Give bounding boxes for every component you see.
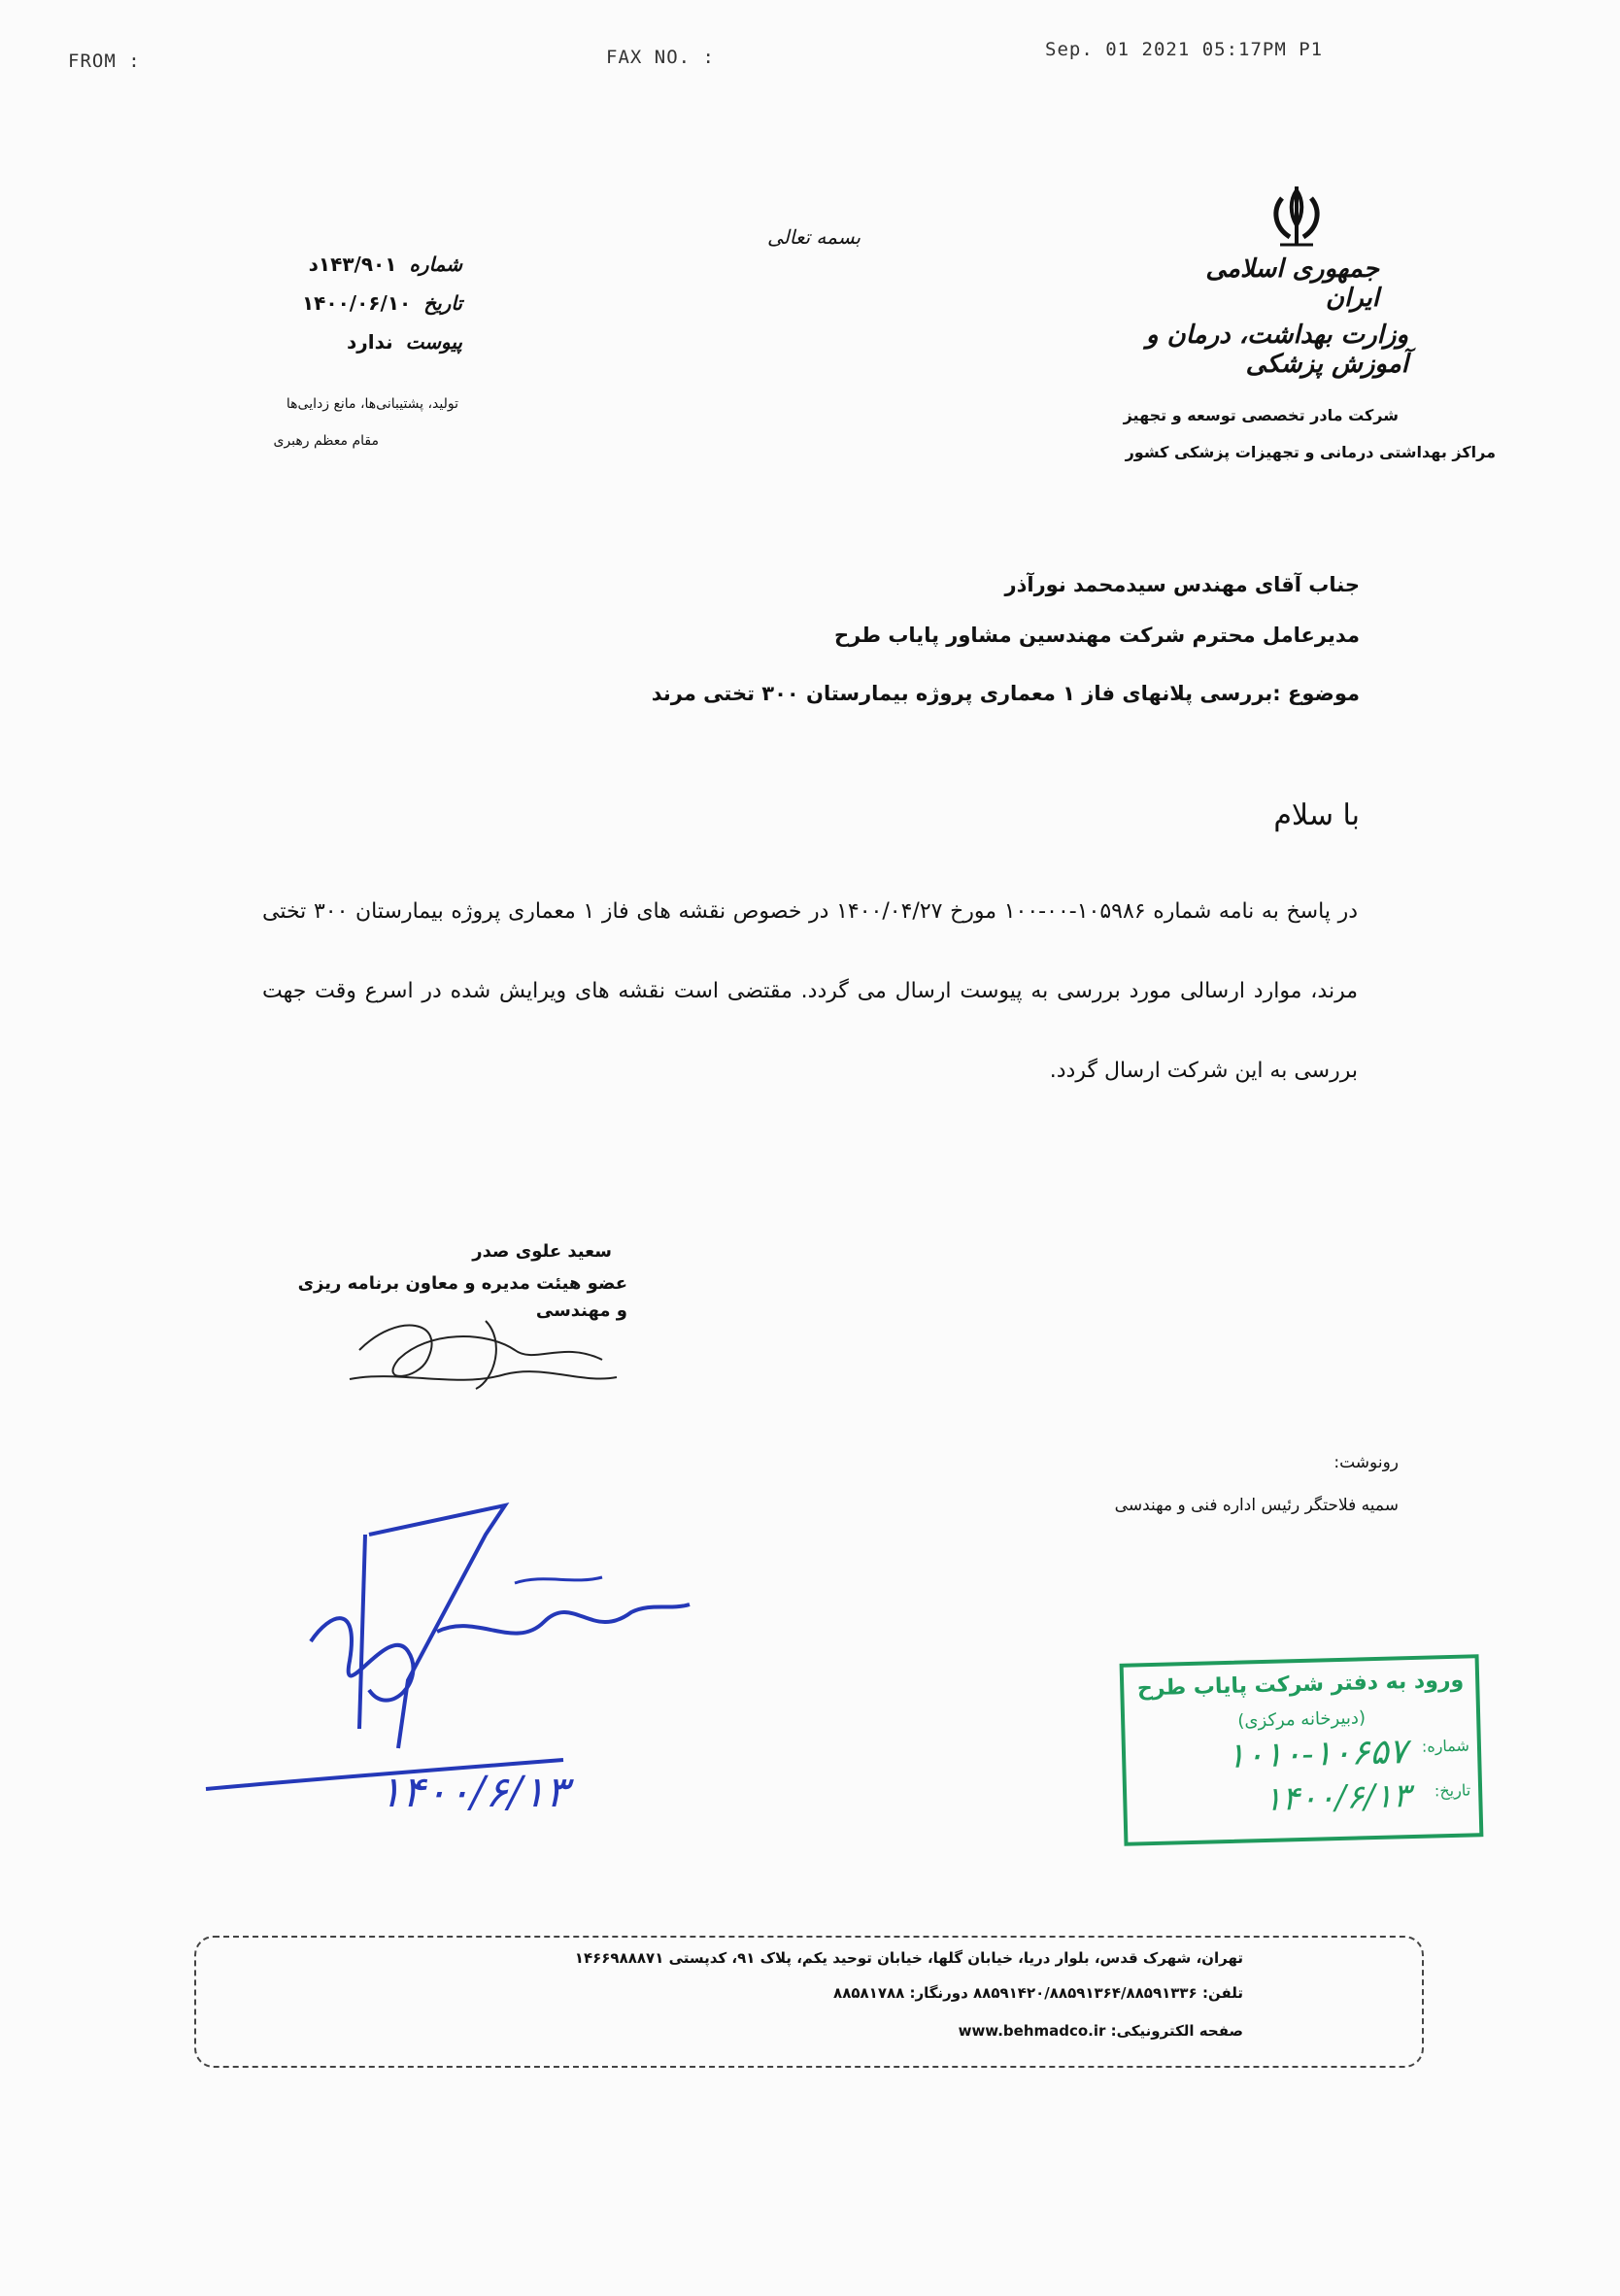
cc-recipient: سمیه فلاحتگر رئیس اداره فنی و مهندسی (1114, 1496, 1399, 1515)
stamp-number-label: شماره: (1421, 1736, 1470, 1756)
letter-number-value: ۱۴۳/۹۰۱د (308, 253, 397, 276)
letter-date-label: تاریخ (423, 291, 462, 315)
slogan-line-1: تولید، پشتیبانی‌ها، مانع زدایی‌ها (286, 396, 458, 412)
stamp-date: ۱۴۰۰/۶/۱۳ (1264, 1776, 1411, 1820)
letter-date-row (219, 291, 462, 315)
signer-title: عضو هیئت مدیره و معاون برنامه ریزی و مهندسی (297, 1273, 627, 1321)
emblem-icon (1266, 185, 1327, 253)
ministry-title: وزارت بهداشت، درمان و آموزش پزشکی (1146, 321, 1408, 379)
fax-from-label: FROM : (68, 51, 141, 72)
organization-line-1: شرکت مادر تخصصی توسعه و تجهیز (1123, 406, 1399, 424)
footer-address: تهران، شهرک قدس، بلوار دریا، خیابان گلها، خیابان توحید یکم، پلاک ۹۱، کدپستی ۱۴۶۶۹۸۸۸۷۱ (574, 1949, 1243, 1967)
letter-subject: موضوع :بررسی پلانهای فاز ۱ معماری پروژه بیمارستان ۳۰۰ تختی مرند (651, 682, 1360, 705)
letter-attachment-row (219, 330, 462, 354)
letter-number-row (219, 253, 462, 276)
letter-body: در پاسخ به نامه شماره ۱۰۵۹۸۶-۰۰-۱۰۰ مورخ ۱۴۰۰/۰۴/۲۷ در خصوص نقشه های فاز ۱ معماری پروژه بیمارستان ۳۰۰ تختی مرند، موارد ارسالی مورد بررسی به پیوست ارسال می گردد. مقتضی است نقشه های ویرایش شده در اسرع وقت جهت بررسی به این شرکت ارسال گردد. (262, 899, 1359, 1083)
signature-image (340, 1292, 622, 1399)
letter-attachment-value: ندارد (346, 330, 393, 354)
entry-stamp (1120, 1654, 1484, 1846)
footer-website: صفحه الکترونیکی: www.behmadco.ir (958, 2022, 1243, 2040)
slogan-line-2: مقام معظم رهبری (273, 433, 379, 449)
recipient-title: مدیرعامل محترم شرکت مهندسین مشاور پایاب طرح (834, 624, 1360, 647)
stamp-subtitle: (دبیرخانه مرکزی) (1237, 1707, 1367, 1732)
fax-timestamp: Sep. 01 2021 05:17PM P1 (1045, 39, 1324, 60)
stamp-title: ورود به دفتر شرکت پایاب طرح (1136, 1668, 1465, 1702)
footer-phone: تلفن: ۸۸۵۹۱۴۲۰/۸۸۵۹۱۳۶۴/۸۸۵۹۱۳۳۶ دورنگار: ۸۸۵۸۱۷۸۸ (833, 1984, 1243, 2002)
letter-date-value: ۱۴۰۰/۰۶/۱۰ (301, 291, 412, 315)
letter-number-label: شماره (409, 253, 462, 276)
handwritten-date: ۱۴۰۰/۶/۱۳ (379, 1768, 569, 1817)
signer-name: سعید علوی صدر (472, 1241, 612, 1262)
greeting: با سلام (1273, 798, 1360, 832)
bismillah-heading: بسمه تعالی (767, 225, 861, 249)
organization-line-2: مراکز بهداشتی درمانی و تجهیزات پزشکی کشور (1125, 443, 1496, 461)
fax-number-label: FAX NO. : (606, 47, 715, 68)
republic-title: جمهوری اسلامی ایران (1205, 254, 1379, 313)
stamp-date-label: تاریخ: (1434, 1780, 1471, 1801)
letter-attachment-label: پیوست (405, 330, 462, 354)
cc-label: رونوشت: (1333, 1453, 1399, 1472)
recipient-name: جناب آقای مهندس سیدمحمد نورآذر (1004, 573, 1360, 596)
stamp-number: ۱۰۱۰-۱۰۶۵۷ (1226, 1732, 1408, 1777)
